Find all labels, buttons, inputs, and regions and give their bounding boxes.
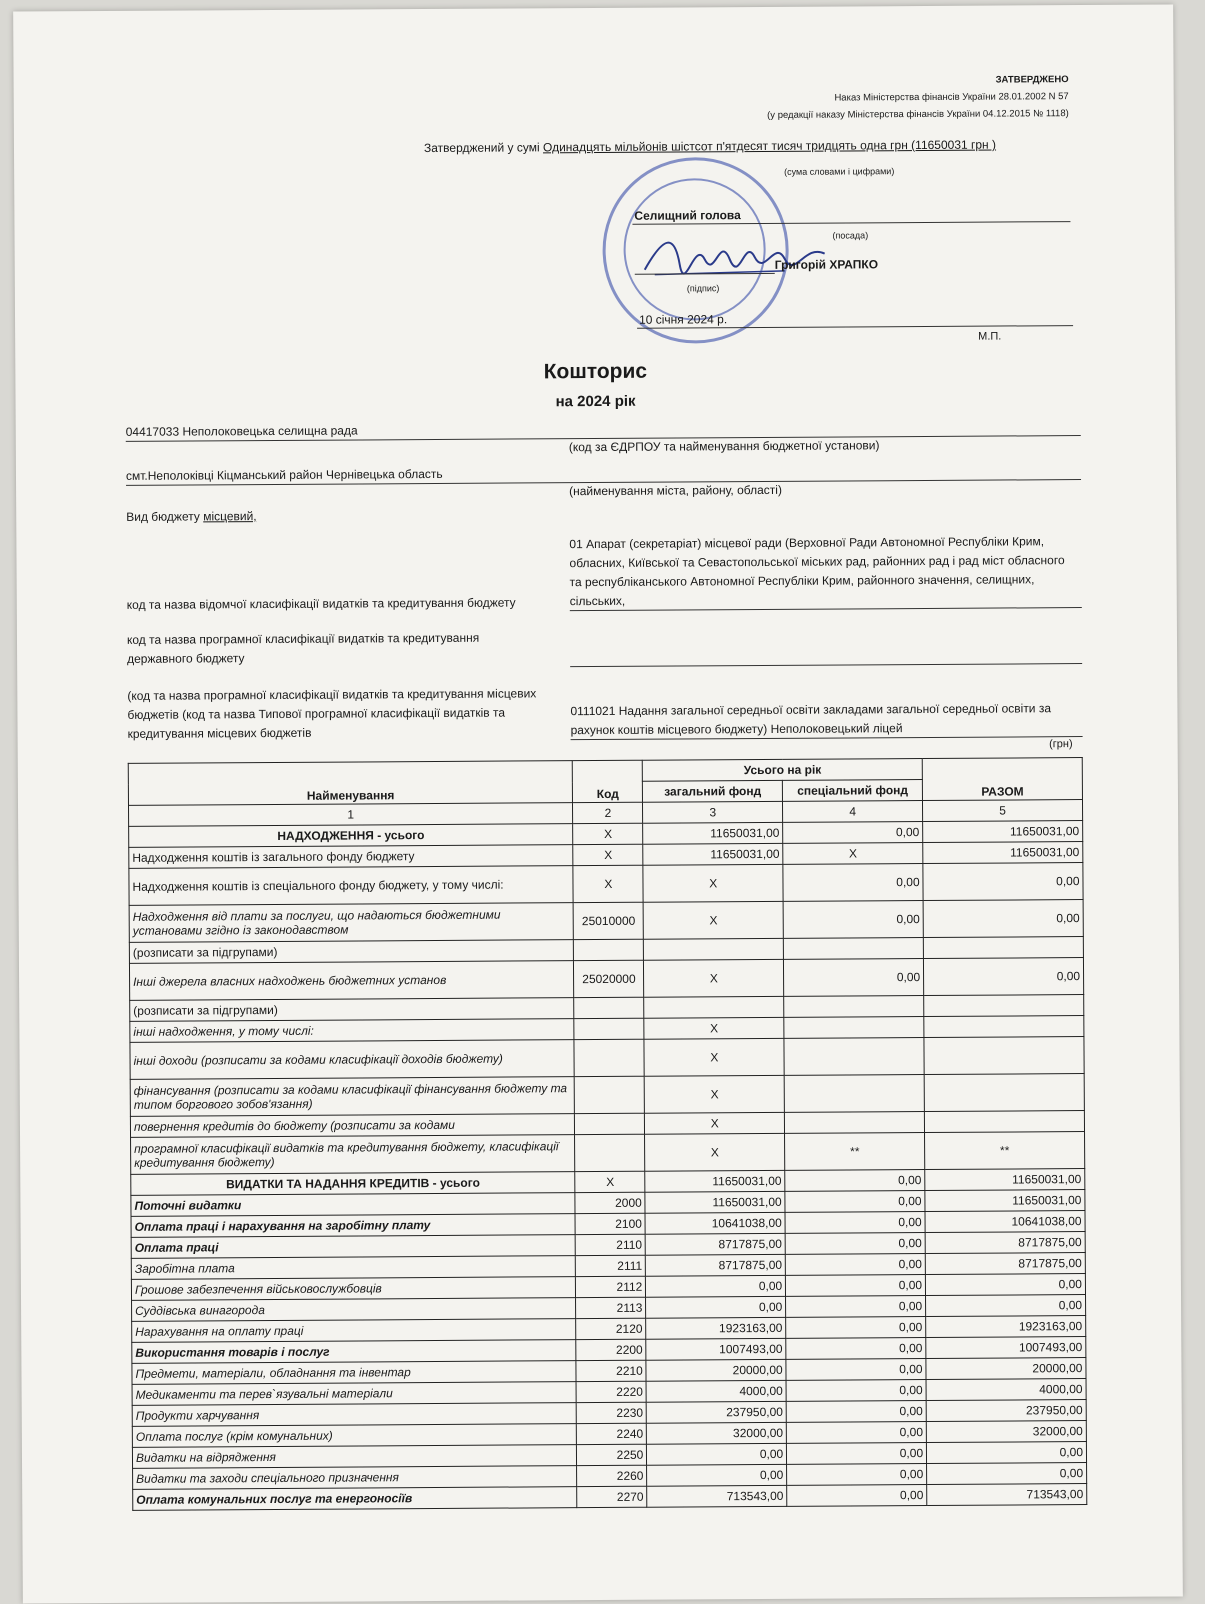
- row-general-fund: Х: [643, 864, 783, 902]
- state-program-label: код та назва програмної класифікації видатків та кредитування державного бюджету: [126, 630, 480, 666]
- approval-date: 10 січня 2024 р.: [638, 312, 728, 327]
- row-name: ВИДАТКИ ТА НАДАННЯ КРЕДИТІВ - усього: [131, 1172, 576, 1196]
- row-name: Надходження від плати за послуги, що надаються бюджетними установами згідно із законодавством: [129, 903, 574, 943]
- document-title: Кошторис: [543, 359, 648, 384]
- row-total: 0,00: [924, 958, 1084, 996]
- row-code: 2200: [576, 1339, 646, 1360]
- col-number: 5: [923, 800, 1083, 822]
- table-row: [133, 1484, 1087, 1511]
- row-general-fund: 0,00: [646, 1296, 786, 1318]
- header-total: РАЗОМ: [922, 758, 1082, 801]
- row-total: [924, 995, 1084, 1017]
- dept-classification-value: 01 Апарат (секретаріат) місцевої ради (Верховної Ради Автономної Республіки Крим, обласних, Київської та Севастопольської міських рад, районних рад і рад міст обласного та республіканського Автономної Республіки Крим, районного значення, селищних, сільських,: [569, 534, 1065, 609]
- row-name: НАДХОДЖЕННЯ - усього: [129, 824, 574, 848]
- signature-hint: (підпис): [686, 283, 720, 294]
- row-special-fund: 0,00: [785, 1254, 925, 1276]
- row-special-fund: 0,00: [785, 1170, 925, 1192]
- row-total: 0,00: [927, 1463, 1087, 1485]
- document-page: [13, 4, 1183, 1603]
- row-special-fund: **: [785, 1133, 925, 1171]
- header-name: Найменування: [128, 761, 573, 806]
- position-hint: (посада): [832, 230, 869, 241]
- row-name: інші надходження, у тому числі:: [130, 1019, 575, 1043]
- row-total: 237950,00: [926, 1400, 1086, 1422]
- approved-label: ЗАТВЕРДЖЕНО: [995, 74, 1069, 86]
- row-special-fund: [784, 996, 924, 1018]
- header-general-fund: загальний фонд: [643, 780, 783, 802]
- row-name: Продукти харчування: [132, 1403, 577, 1427]
- row-name: повернення кредитів до бюджету (розписати за кодами: [130, 1114, 575, 1138]
- row-name: Надходження коштів із спеціального фонду бюджету, у тому числі:: [129, 866, 574, 906]
- table-row: [130, 1074, 1084, 1117]
- row-name: Видатки та заходи спеціального призначення: [133, 1466, 578, 1490]
- header-code: Код: [573, 760, 643, 802]
- row-special-fund: 0,00: [785, 1191, 925, 1213]
- row-total: [925, 1111, 1085, 1133]
- row-general-fund: Х: [645, 1112, 785, 1134]
- row-total: 0,00: [927, 1442, 1087, 1464]
- row-code: Х: [573, 844, 643, 865]
- row-special-fund: 0,00: [783, 822, 923, 844]
- row-general-fund: 8717875,00: [645, 1233, 785, 1255]
- institution-code-name: 04417033 Неполоковецька селищна рада: [125, 423, 358, 439]
- row-name: Оплата праці: [131, 1235, 576, 1259]
- table-row: [129, 863, 1083, 906]
- approved-sum: [424, 138, 996, 155]
- row-total: 11650031,00: [925, 1190, 1085, 1212]
- row-general-fund: 0,00: [647, 1443, 787, 1465]
- row-general-fund: [644, 996, 784, 1018]
- row-name: Видатки на відрядження: [132, 1445, 577, 1469]
- local-program-label: (код та назва програмної класифікації видатків та кредитування місцевих бюджетів (код та назва Типової програмної класифікації видатків та кредитування місцевих бюджетів: [127, 686, 537, 741]
- row-special-fund: 0,00: [787, 1422, 927, 1444]
- row-total: **: [925, 1132, 1085, 1170]
- row-general-fund: 20000,00: [646, 1359, 786, 1381]
- row-name: Грошове забезпечення військовослужбовців: [131, 1277, 576, 1301]
- row-general-fund: Х: [645, 1133, 785, 1171]
- row-general-fund: 1923163,00: [646, 1317, 786, 1339]
- row-special-fund: 0,00: [786, 1275, 926, 1297]
- row-code: Х: [575, 1171, 645, 1192]
- seal-mark: М.П.: [978, 330, 1002, 343]
- row-code: 2230: [577, 1402, 647, 1423]
- row-total: 11650031,00: [923, 842, 1083, 864]
- row-total: 1007493,00: [926, 1337, 1086, 1359]
- row-code: 2120: [576, 1318, 646, 1339]
- row-name: Використання товарів і послуг: [132, 1340, 577, 1364]
- sum-hint: (сума словами і цифрами): [784, 166, 895, 177]
- row-name: (розписати за підгрупами): [130, 998, 575, 1022]
- row-general-fund: 0,00: [647, 1464, 787, 1486]
- row-general-fund: 8717875,00: [646, 1254, 786, 1276]
- institution-location: смт.Неполоківці Кіцманський район Чернівецька область: [125, 466, 443, 483]
- institution-code-hint: (код за ЄДРПОУ та найменування бюджетної установи): [568, 438, 880, 455]
- row-total: [924, 1016, 1084, 1038]
- row-special-fund: [785, 1112, 925, 1134]
- row-special-fund: [784, 938, 924, 960]
- row-name: Нарахування на оплату праці: [132, 1319, 577, 1343]
- order-reference: Наказ Міністерства фінансів України 28.01.2002 N 57: [834, 91, 1069, 104]
- row-code: [575, 1134, 645, 1171]
- row-code: [574, 1018, 644, 1039]
- row-special-fund: 0,00: [786, 1296, 926, 1318]
- row-special-fund: 0,00: [786, 1359, 926, 1381]
- row-name: програмної класифікації видатків та кредитування бюджету, класифікації кредитування бюджету): [131, 1135, 576, 1175]
- row-total: 713543,00: [927, 1484, 1087, 1506]
- row-name: Суддівська винагорода: [132, 1298, 577, 1322]
- row-code: 2110: [576, 1234, 646, 1255]
- row-special-fund: 0,00: [783, 864, 923, 902]
- row-special-fund: 0,00: [786, 1380, 926, 1402]
- col-number: 4: [783, 801, 923, 823]
- row-code: 2270: [577, 1486, 647, 1507]
- header-special-fund: спеціальний фонд: [783, 780, 923, 802]
- position-title: Селищний голова: [634, 208, 741, 223]
- budget-type-label: Вид бюджету: [126, 509, 200, 524]
- col-number: 2: [573, 802, 643, 823]
- row-code: 2220: [576, 1381, 646, 1402]
- row-general-fund: 0,00: [646, 1275, 786, 1297]
- row-special-fund: Х: [783, 843, 923, 865]
- row-special-fund: 0,00: [786, 1338, 926, 1360]
- row-name: Надходження коштів із загального фонду бюджету: [129, 845, 574, 869]
- col-number: 3: [643, 801, 783, 823]
- row-general-fund: 11650031,00: [643, 822, 783, 844]
- row-code: Х: [573, 865, 643, 902]
- row-special-fund: [784, 1017, 924, 1039]
- row-total: 32000,00: [926, 1421, 1086, 1443]
- table-row: [129, 958, 1083, 1001]
- budget-type-value: місцевий,: [203, 509, 257, 524]
- row-general-fund: 4000,00: [646, 1380, 786, 1402]
- row-general-fund: 11650031,00: [645, 1191, 785, 1213]
- row-total: 4000,00: [926, 1379, 1086, 1401]
- row-code: 2000: [575, 1192, 645, 1213]
- row-general-fund: Х: [644, 1038, 784, 1076]
- row-code: 2112: [576, 1276, 646, 1297]
- row-code: 2240: [577, 1423, 647, 1444]
- row-name: Оплата послуг (крім комунальних): [132, 1424, 577, 1448]
- row-general-fund: 32000,00: [647, 1422, 787, 1444]
- order-revision: (у редакції наказу Міністерства фінансів України 04.12.2015 № 1118): [767, 108, 1069, 121]
- row-name: Поточні видатки: [131, 1193, 576, 1217]
- row-code: 2250: [577, 1444, 647, 1465]
- row-special-fund: 0,00: [787, 1485, 927, 1507]
- row-total: [923, 937, 1083, 959]
- row-code: 25020000: [574, 960, 644, 997]
- row-special-fund: 0,00: [785, 1233, 925, 1255]
- approved-sum-text: Одинадцять мільйонів шістсот п'ятдесят тисяч тридцять одна грн (11650031 грн ): [542, 137, 997, 155]
- header-year-total: Усього на рік: [643, 759, 923, 782]
- row-special-fund: 0,00: [784, 959, 924, 997]
- row-special-fund: 0,00: [785, 1212, 925, 1234]
- row-general-fund: Х: [644, 959, 784, 997]
- document-subtitle: на 2024 рік: [555, 392, 636, 411]
- row-code: 2100: [575, 1213, 645, 1234]
- table-row: [131, 1132, 1085, 1175]
- row-general-fund: 1007493,00: [646, 1338, 786, 1360]
- row-name: Предмети, матеріали, обладнання та інвентар: [132, 1361, 577, 1385]
- budget-type: [126, 507, 257, 527]
- currency-unit: (грн): [1049, 738, 1073, 751]
- row-general-fund: 10641038,00: [645, 1212, 785, 1234]
- row-special-fund: 0,00: [787, 1443, 927, 1465]
- row-name: Заробітна плата: [131, 1256, 576, 1280]
- row-special-fund: 0,00: [786, 1317, 926, 1339]
- row-code: [574, 939, 644, 960]
- row-special-fund: 0,00: [786, 1401, 926, 1423]
- row-general-fund: 713543,00: [647, 1485, 787, 1507]
- row-code: [575, 1076, 645, 1113]
- row-code: 2210: [576, 1360, 646, 1381]
- row-total: 8717875,00: [925, 1232, 1085, 1254]
- dept-classification-label: код та назва відомчої класифікації видатків та кредитування бюджету: [126, 595, 516, 612]
- row-total: 11650031,00: [923, 821, 1083, 843]
- row-code: [574, 997, 644, 1018]
- row-code: Х: [573, 823, 643, 844]
- signer-name: Григорій ХРАПКО: [774, 257, 879, 272]
- approved-sum-prefix: Затверджений у сумі: [423, 140, 540, 156]
- row-code: [575, 1113, 645, 1134]
- estimate-table: [128, 757, 1088, 1511]
- signature-icon: [634, 229, 834, 280]
- row-general-fund: [644, 938, 784, 960]
- row-name: фінансування (розписати за кодами класифікації фінансування бюджету та типом боргового зобов'язання): [130, 1077, 575, 1117]
- row-general-fund: Х: [645, 1075, 785, 1113]
- row-name: інші доходи (розписати за кодами класифікації доходів бюджету): [130, 1040, 575, 1080]
- row-special-fund: [784, 1075, 924, 1113]
- row-general-fund: Х: [644, 1017, 784, 1039]
- row-name: Інші джерела власних надходжень бюджетних установ: [129, 961, 574, 1001]
- local-program-value: 0111021 Надання загальної середньої освіти закладами загальної середньої освіти за рахунок коштів місцевого бюджету) Неполоковецький ліцей: [570, 701, 1052, 738]
- row-general-fund: 11650031,00: [645, 1170, 785, 1192]
- row-code: 25010000: [573, 902, 643, 939]
- row-total: 1923163,00: [926, 1316, 1086, 1338]
- row-total: 8717875,00: [925, 1253, 1085, 1275]
- col-number: 1: [128, 803, 573, 827]
- row-code: 2111: [576, 1255, 646, 1276]
- row-total: 0,00: [923, 863, 1083, 901]
- row-code: 2260: [577, 1465, 647, 1486]
- row-total: 0,00: [926, 1295, 1086, 1317]
- row-name: Оплата комунальних послуг та енергоносіїв: [133, 1487, 578, 1511]
- row-code: 2113: [576, 1297, 646, 1318]
- row-total: [924, 1037, 1084, 1075]
- row-name: (розписати за підгрупами): [129, 940, 574, 964]
- row-total: 20000,00: [926, 1358, 1086, 1380]
- row-total: 10641038,00: [925, 1211, 1085, 1233]
- row-special-fund: 0,00: [783, 901, 923, 939]
- row-name: Оплата праці і нарахування на заробітну плату: [131, 1214, 576, 1238]
- row-total: 0,00: [923, 900, 1083, 938]
- row-total: 0,00: [926, 1274, 1086, 1296]
- row-total: 11650031,00: [925, 1169, 1085, 1191]
- row-general-fund: 11650031,00: [643, 843, 783, 865]
- table-row: [130, 1037, 1084, 1080]
- row-special-fund: [784, 1038, 924, 1076]
- row-total: [924, 1074, 1084, 1112]
- location-hint: (найменування міста, району, області): [569, 482, 782, 499]
- row-special-fund: 0,00: [787, 1464, 927, 1486]
- row-name: Медикаменти та перев`язувальні матеріали: [132, 1382, 577, 1406]
- row-general-fund: Х: [643, 901, 783, 939]
- row-general-fund: 237950,00: [647, 1401, 787, 1423]
- row-code: [574, 1039, 644, 1076]
- table-row: [129, 900, 1083, 943]
